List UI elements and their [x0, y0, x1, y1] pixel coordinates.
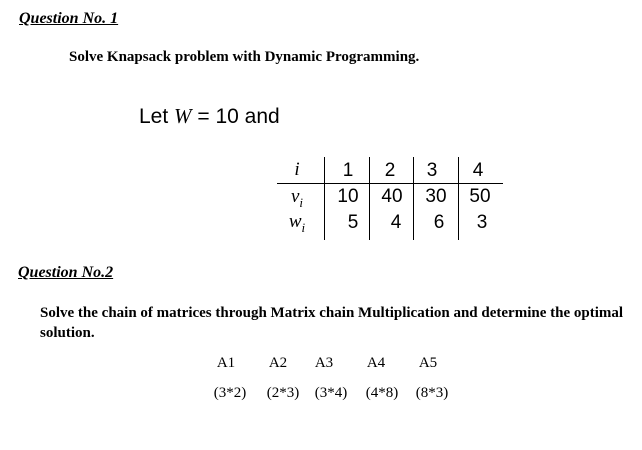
item-number: 2 [384, 160, 396, 181]
row-label-item: i [294, 159, 300, 180]
item-value: 50 [469, 186, 491, 207]
matrix-name: A1 [216, 355, 236, 371]
matrix-dimension: (4*8) [365, 385, 399, 401]
let-suffix: = 10 and [197, 105, 280, 128]
item-weight: 3 [476, 212, 488, 233]
row-label-value: $v_i$ [290, 186, 304, 210]
capacity-statement [139, 104, 280, 129]
let-prefix: Let [139, 105, 169, 128]
matrix-name: A4 [366, 355, 386, 371]
capacity-variable: W [174, 104, 192, 128]
table-label-divider [324, 157, 325, 240]
matrix-dimension: (2*3) [266, 385, 300, 401]
table-header-divider [277, 183, 503, 184]
item-value: 40 [381, 186, 403, 207]
question-2-heading: Question No.2 [18, 264, 114, 281]
matrix-dimension: (3*4) [314, 385, 348, 401]
item-value: 10 [337, 186, 359, 207]
matrix-dimension: (8*3) [415, 385, 449, 401]
table-column-divider [369, 157, 370, 240]
item-number: 3 [426, 160, 438, 181]
table-column-divider [413, 157, 414, 240]
matrix-name: A2 [268, 355, 288, 371]
table-column-divider [458, 157, 459, 240]
row-label-weight: $w_i$ [288, 211, 306, 235]
question-1-heading: Question No. 1 [19, 10, 119, 27]
matrix-dimension: (3*2) [213, 385, 247, 401]
question-2-text: Solve the chain of matrices through Matrix chain Multiplication and determine the optimal solution. [40, 305, 624, 341]
matrix-name: A3 [314, 355, 334, 371]
item-number: 1 [342, 160, 354, 181]
matrix-name: A5 [418, 355, 438, 371]
item-number: 4 [472, 160, 484, 181]
item-weight: 4 [390, 212, 402, 233]
item-value: 30 [425, 186, 447, 207]
item-weight: 5 [347, 212, 359, 233]
item-weight: 6 [433, 212, 445, 233]
question-1-text: Solve Knapsack problem with Dynamic Programming. [69, 49, 420, 65]
